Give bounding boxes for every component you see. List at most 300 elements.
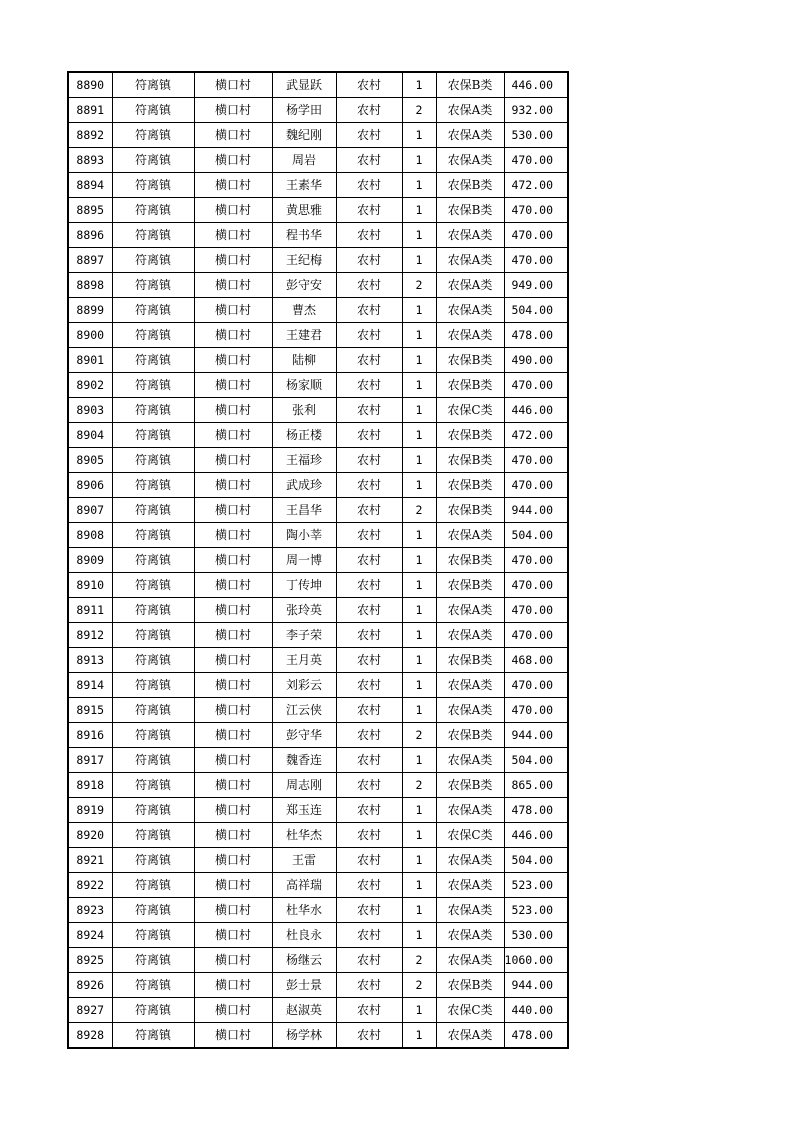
- township-cell: 符离镇: [112, 398, 194, 423]
- village-cell: 横口村: [194, 323, 272, 348]
- serial-number-cell: 8920: [68, 823, 112, 848]
- serial-number-cell: 8918: [68, 773, 112, 798]
- insurance-class-cell: 农保C类: [436, 823, 504, 848]
- name-cell: 陶小莘: [272, 523, 336, 548]
- area-type-cell: 农村: [336, 123, 402, 148]
- amount-cell: 470.00: [504, 198, 568, 223]
- household-count-cell: 2: [402, 498, 436, 523]
- insurance-class-cell: 农保A类: [436, 273, 504, 298]
- insurance-class-cell: 农保A类: [436, 748, 504, 773]
- area-type-cell: 农村: [336, 248, 402, 273]
- insurance-class-cell: 农保A类: [436, 898, 504, 923]
- township-cell: 符离镇: [112, 573, 194, 598]
- serial-number-cell: 8908: [68, 523, 112, 548]
- insurance-class-cell: 农保B类: [436, 573, 504, 598]
- insurance-class-cell: 农保C类: [436, 998, 504, 1023]
- amount-cell: 446.00: [504, 398, 568, 423]
- insurance-class-cell: 农保B类: [436, 173, 504, 198]
- village-cell: 横口村: [194, 698, 272, 723]
- village-cell: 横口村: [194, 473, 272, 498]
- serial-number-cell: 8923: [68, 898, 112, 923]
- household-count-cell: 1: [402, 72, 436, 98]
- household-count-cell: 2: [402, 723, 436, 748]
- table-row: [68, 598, 568, 623]
- table-row: [68, 873, 568, 898]
- village-cell: 横口村: [194, 998, 272, 1023]
- village-cell: 横口村: [194, 248, 272, 273]
- area-type-cell: 农村: [336, 298, 402, 323]
- village-cell: 横口村: [194, 548, 272, 573]
- village-cell: 横口村: [194, 898, 272, 923]
- name-cell: 彭士景: [272, 973, 336, 998]
- township-cell: 符离镇: [112, 98, 194, 123]
- serial-number-cell: 8893: [68, 148, 112, 173]
- household-count-cell: 2: [402, 973, 436, 998]
- serial-number-cell: 8912: [68, 623, 112, 648]
- name-cell: 周岩: [272, 148, 336, 173]
- insurance-class-cell: 农保B类: [436, 548, 504, 573]
- village-cell: 横口村: [194, 598, 272, 623]
- insurance-class-cell: 农保B类: [436, 198, 504, 223]
- village-cell: 横口村: [194, 123, 272, 148]
- village-cell: 横口村: [194, 573, 272, 598]
- township-cell: 符离镇: [112, 873, 194, 898]
- table-row: [68, 173, 568, 198]
- village-cell: 横口村: [194, 373, 272, 398]
- amount-cell: 530.00: [504, 123, 568, 148]
- township-cell: 符离镇: [112, 923, 194, 948]
- table-row: [68, 648, 568, 673]
- area-type-cell: 农村: [336, 998, 402, 1023]
- household-count-cell: 2: [402, 98, 436, 123]
- area-type-cell: 农村: [336, 173, 402, 198]
- insurance-class-cell: 农保A类: [436, 148, 504, 173]
- household-count-cell: 1: [402, 198, 436, 223]
- name-cell: 周一博: [272, 548, 336, 573]
- serial-number-cell: 8913: [68, 648, 112, 673]
- area-type-cell: 农村: [336, 948, 402, 973]
- table-row: [68, 373, 568, 398]
- area-type-cell: 农村: [336, 573, 402, 598]
- village-cell: 横口村: [194, 773, 272, 798]
- household-count-cell: 1: [402, 373, 436, 398]
- amount-cell: 523.00: [504, 873, 568, 898]
- village-cell: 横口村: [194, 398, 272, 423]
- area-type-cell: 农村: [336, 898, 402, 923]
- area-type-cell: 农村: [336, 523, 402, 548]
- amount-cell: 944.00: [504, 498, 568, 523]
- amount-cell: 949.00: [504, 273, 568, 298]
- township-cell: 符离镇: [112, 348, 194, 373]
- township-cell: 符离镇: [112, 423, 194, 448]
- amount-cell: 478.00: [504, 1023, 568, 1049]
- table-row: [68, 448, 568, 473]
- serial-number-cell: 8892: [68, 123, 112, 148]
- household-count-cell: 1: [402, 848, 436, 873]
- table-row: [68, 198, 568, 223]
- table-row: [68, 698, 568, 723]
- amount-cell: 470.00: [504, 148, 568, 173]
- village-cell: 横口村: [194, 223, 272, 248]
- serial-number-cell: 8898: [68, 273, 112, 298]
- amount-cell: 470.00: [504, 573, 568, 598]
- household-count-cell: 1: [402, 1023, 436, 1049]
- table-row: [68, 673, 568, 698]
- amount-cell: 932.00: [504, 98, 568, 123]
- village-cell: 横口村: [194, 923, 272, 948]
- name-cell: 杜华杰: [272, 823, 336, 848]
- amount-cell: 1060.00: [504, 948, 568, 973]
- serial-number-cell: 8907: [68, 498, 112, 523]
- township-cell: 符离镇: [112, 523, 194, 548]
- serial-number-cell: 8915: [68, 698, 112, 723]
- table-row: [68, 98, 568, 123]
- area-type-cell: 农村: [336, 548, 402, 573]
- insurance-class-cell: 农保B类: [436, 648, 504, 673]
- area-type-cell: 农村: [336, 423, 402, 448]
- area-type-cell: 农村: [336, 623, 402, 648]
- name-cell: 张利: [272, 398, 336, 423]
- serial-number-cell: 8925: [68, 948, 112, 973]
- amount-cell: 470.00: [504, 448, 568, 473]
- area-type-cell: 农村: [336, 698, 402, 723]
- village-cell: 横口村: [194, 148, 272, 173]
- village-cell: 横口村: [194, 173, 272, 198]
- table-row: [68, 748, 568, 773]
- township-cell: 符离镇: [112, 498, 194, 523]
- table-row: [68, 623, 568, 648]
- township-cell: 符离镇: [112, 773, 194, 798]
- insurance-class-cell: 农保A类: [436, 673, 504, 698]
- insurance-class-cell: 农保B类: [436, 423, 504, 448]
- name-cell: 高祥瑞: [272, 873, 336, 898]
- township-cell: 符离镇: [112, 798, 194, 823]
- table-row: [68, 248, 568, 273]
- township-cell: 符离镇: [112, 198, 194, 223]
- name-cell: 王素华: [272, 173, 336, 198]
- area-type-cell: 农村: [336, 873, 402, 898]
- table-row: [68, 973, 568, 998]
- township-cell: 符离镇: [112, 548, 194, 573]
- household-count-cell: 1: [402, 398, 436, 423]
- name-cell: 魏纪刚: [272, 123, 336, 148]
- table-row: [68, 473, 568, 498]
- insurance-class-cell: 农保B类: [436, 348, 504, 373]
- household-count-cell: 1: [402, 123, 436, 148]
- serial-number-cell: 8911: [68, 598, 112, 623]
- village-cell: 横口村: [194, 823, 272, 848]
- insurance-class-cell: 农保A类: [436, 923, 504, 948]
- household-count-cell: 1: [402, 223, 436, 248]
- amount-cell: 530.00: [504, 923, 568, 948]
- household-count-cell: 1: [402, 598, 436, 623]
- name-cell: 彭守安: [272, 273, 336, 298]
- name-cell: 王建君: [272, 323, 336, 348]
- area-type-cell: 农村: [336, 148, 402, 173]
- table-row: [68, 898, 568, 923]
- household-count-cell: 1: [402, 823, 436, 848]
- insurance-class-cell: 农保B类: [436, 448, 504, 473]
- area-type-cell: 农村: [336, 798, 402, 823]
- amount-cell: 478.00: [504, 798, 568, 823]
- serial-number-cell: 8919: [68, 798, 112, 823]
- name-cell: 江云侠: [272, 698, 336, 723]
- insurance-class-cell: 农保A类: [436, 1023, 504, 1049]
- village-cell: 横口村: [194, 72, 272, 98]
- amount-cell: 440.00: [504, 998, 568, 1023]
- amount-cell: 446.00: [504, 823, 568, 848]
- household-count-cell: 2: [402, 273, 436, 298]
- amount-cell: 944.00: [504, 973, 568, 998]
- serial-number-cell: 8904: [68, 423, 112, 448]
- household-count-cell: 1: [402, 573, 436, 598]
- township-cell: 符离镇: [112, 848, 194, 873]
- name-cell: 王月英: [272, 648, 336, 673]
- serial-number-cell: 8917: [68, 748, 112, 773]
- township-cell: 符离镇: [112, 648, 194, 673]
- area-type-cell: 农村: [336, 72, 402, 98]
- serial-number-cell: 8901: [68, 348, 112, 373]
- name-cell: 曹杰: [272, 298, 336, 323]
- township-cell: 符离镇: [112, 273, 194, 298]
- serial-number-cell: 8899: [68, 298, 112, 323]
- village-cell: 横口村: [194, 1023, 272, 1049]
- township-cell: 符离镇: [112, 298, 194, 323]
- village-cell: 横口村: [194, 198, 272, 223]
- name-cell: 王纪梅: [272, 248, 336, 273]
- amount-cell: 504.00: [504, 298, 568, 323]
- area-type-cell: 农村: [336, 673, 402, 698]
- insurance-class-cell: 农保A类: [436, 623, 504, 648]
- name-cell: 王昌华: [272, 498, 336, 523]
- table-row: [68, 523, 568, 548]
- village-cell: 横口村: [194, 798, 272, 823]
- serial-number-cell: 8897: [68, 248, 112, 273]
- area-type-cell: 农村: [336, 348, 402, 373]
- table-row: [68, 923, 568, 948]
- area-type-cell: 农村: [336, 198, 402, 223]
- insurance-class-cell: 农保B类: [436, 473, 504, 498]
- area-type-cell: 农村: [336, 923, 402, 948]
- insurance-class-cell: 农保A类: [436, 948, 504, 973]
- village-cell: 横口村: [194, 98, 272, 123]
- household-count-cell: 1: [402, 148, 436, 173]
- table-row: [68, 223, 568, 248]
- village-cell: 横口村: [194, 498, 272, 523]
- name-cell: 黄思雅: [272, 198, 336, 223]
- township-cell: 符离镇: [112, 323, 194, 348]
- amount-cell: 504.00: [504, 523, 568, 548]
- village-cell: 横口村: [194, 348, 272, 373]
- amount-cell: 472.00: [504, 173, 568, 198]
- household-count-cell: 1: [402, 998, 436, 1023]
- insurance-class-cell: 农保A类: [436, 298, 504, 323]
- township-cell: 符离镇: [112, 448, 194, 473]
- village-cell: 横口村: [194, 873, 272, 898]
- serial-number-cell: 8916: [68, 723, 112, 748]
- insurance-class-cell: 农保B类: [436, 498, 504, 523]
- table-row: [68, 798, 568, 823]
- name-cell: 丁传坤: [272, 573, 336, 598]
- name-cell: 杨学田: [272, 98, 336, 123]
- amount-cell: 470.00: [504, 248, 568, 273]
- household-count-cell: 1: [402, 523, 436, 548]
- name-cell: 杨家顺: [272, 373, 336, 398]
- name-cell: 刘彩云: [272, 673, 336, 698]
- village-cell: 横口村: [194, 523, 272, 548]
- serial-number-cell: 8895: [68, 198, 112, 223]
- township-cell: 符离镇: [112, 473, 194, 498]
- township-cell: 符离镇: [112, 373, 194, 398]
- township-cell: 符离镇: [112, 598, 194, 623]
- household-count-cell: 1: [402, 698, 436, 723]
- serial-number-cell: 8922: [68, 873, 112, 898]
- name-cell: 杨继云: [272, 948, 336, 973]
- name-cell: 程书华: [272, 223, 336, 248]
- area-type-cell: 农村: [336, 1023, 402, 1049]
- village-cell: 横口村: [194, 423, 272, 448]
- area-type-cell: 农村: [336, 848, 402, 873]
- village-cell: 横口村: [194, 748, 272, 773]
- area-type-cell: 农村: [336, 648, 402, 673]
- amount-cell: 470.00: [504, 548, 568, 573]
- name-cell: 彭守华: [272, 723, 336, 748]
- household-count-cell: 1: [402, 548, 436, 573]
- household-count-cell: 1: [402, 298, 436, 323]
- serial-number-cell: 8905: [68, 448, 112, 473]
- table-row: [68, 423, 568, 448]
- name-cell: 王雷: [272, 848, 336, 873]
- name-cell: 赵淑英: [272, 998, 336, 1023]
- township-cell: 符离镇: [112, 173, 194, 198]
- table-row: [68, 323, 568, 348]
- household-count-cell: 1: [402, 648, 436, 673]
- amount-cell: 446.00: [504, 72, 568, 98]
- insurance-class-cell: 农保A类: [436, 223, 504, 248]
- insurance-class-cell: 农保B类: [436, 723, 504, 748]
- name-cell: 周志刚: [272, 773, 336, 798]
- amount-cell: 468.00: [504, 648, 568, 673]
- table-row: [68, 348, 568, 373]
- household-count-cell: 1: [402, 248, 436, 273]
- serial-number-cell: 8926: [68, 973, 112, 998]
- table-row: [68, 498, 568, 523]
- area-type-cell: 农村: [336, 98, 402, 123]
- household-count-cell: 2: [402, 773, 436, 798]
- area-type-cell: 农村: [336, 598, 402, 623]
- insurance-class-cell: 农保A类: [436, 598, 504, 623]
- amount-cell: 865.00: [504, 773, 568, 798]
- area-type-cell: 农村: [336, 273, 402, 298]
- household-count-cell: 1: [402, 873, 436, 898]
- amount-cell: 470.00: [504, 698, 568, 723]
- table-body: [68, 72, 568, 1048]
- insurance-class-cell: 农保A类: [436, 848, 504, 873]
- township-cell: 符离镇: [112, 72, 194, 98]
- area-type-cell: 农村: [336, 323, 402, 348]
- village-cell: 横口村: [194, 273, 272, 298]
- serial-number-cell: 8909: [68, 548, 112, 573]
- area-type-cell: 农村: [336, 373, 402, 398]
- household-count-cell: 1: [402, 923, 436, 948]
- serial-number-cell: 8896: [68, 223, 112, 248]
- township-cell: 符离镇: [112, 1023, 194, 1049]
- insurance-class-cell: 农保B类: [436, 72, 504, 98]
- amount-cell: 523.00: [504, 898, 568, 923]
- amount-cell: 470.00: [504, 373, 568, 398]
- serial-number-cell: 8894: [68, 173, 112, 198]
- name-cell: 魏香连: [272, 748, 336, 773]
- insurance-class-cell: 农保B类: [436, 373, 504, 398]
- village-cell: 横口村: [194, 673, 272, 698]
- name-cell: 张玲英: [272, 598, 336, 623]
- area-type-cell: 农村: [336, 498, 402, 523]
- table-row: [68, 998, 568, 1023]
- insurance-class-cell: 农保A类: [436, 873, 504, 898]
- insurance-class-cell: 农保A类: [436, 98, 504, 123]
- amount-cell: 504.00: [504, 848, 568, 873]
- township-cell: 符离镇: [112, 698, 194, 723]
- village-cell: 横口村: [194, 723, 272, 748]
- area-type-cell: 农村: [336, 398, 402, 423]
- amount-cell: 472.00: [504, 423, 568, 448]
- table-row: [68, 823, 568, 848]
- household-count-cell: 1: [402, 473, 436, 498]
- insurance-class-cell: 农保A类: [436, 248, 504, 273]
- township-cell: 符离镇: [112, 973, 194, 998]
- township-cell: 符离镇: [112, 673, 194, 698]
- village-cell: 横口村: [194, 948, 272, 973]
- township-cell: 符离镇: [112, 898, 194, 923]
- name-cell: 杜华水: [272, 898, 336, 923]
- village-cell: 横口村: [194, 298, 272, 323]
- table-row: [68, 773, 568, 798]
- name-cell: 王福珍: [272, 448, 336, 473]
- table-row: [68, 148, 568, 173]
- table-row: [68, 398, 568, 423]
- data-table: [67, 71, 569, 1049]
- amount-cell: 944.00: [504, 723, 568, 748]
- table-row: [68, 1023, 568, 1049]
- table-row: [68, 723, 568, 748]
- township-cell: 符离镇: [112, 723, 194, 748]
- table-row: [68, 548, 568, 573]
- household-count-cell: 1: [402, 798, 436, 823]
- table-row: [68, 72, 568, 98]
- insurance-class-cell: 农保A类: [436, 798, 504, 823]
- area-type-cell: 农村: [336, 723, 402, 748]
- name-cell: 郑玉连: [272, 798, 336, 823]
- village-cell: 横口村: [194, 648, 272, 673]
- area-type-cell: 农村: [336, 773, 402, 798]
- table-row: [68, 848, 568, 873]
- amount-cell: 470.00: [504, 673, 568, 698]
- household-count-cell: 2: [402, 948, 436, 973]
- household-count-cell: 1: [402, 748, 436, 773]
- household-count-cell: 1: [402, 348, 436, 373]
- amount-cell: 470.00: [504, 598, 568, 623]
- area-type-cell: 农村: [336, 223, 402, 248]
- township-cell: 符离镇: [112, 123, 194, 148]
- township-cell: 符离镇: [112, 248, 194, 273]
- serial-number-cell: 8906: [68, 473, 112, 498]
- amount-cell: 478.00: [504, 323, 568, 348]
- serial-number-cell: 8910: [68, 573, 112, 598]
- amount-cell: 470.00: [504, 623, 568, 648]
- insurance-class-cell: 农保A类: [436, 323, 504, 348]
- serial-number-cell: 8891: [68, 98, 112, 123]
- village-cell: 横口村: [194, 973, 272, 998]
